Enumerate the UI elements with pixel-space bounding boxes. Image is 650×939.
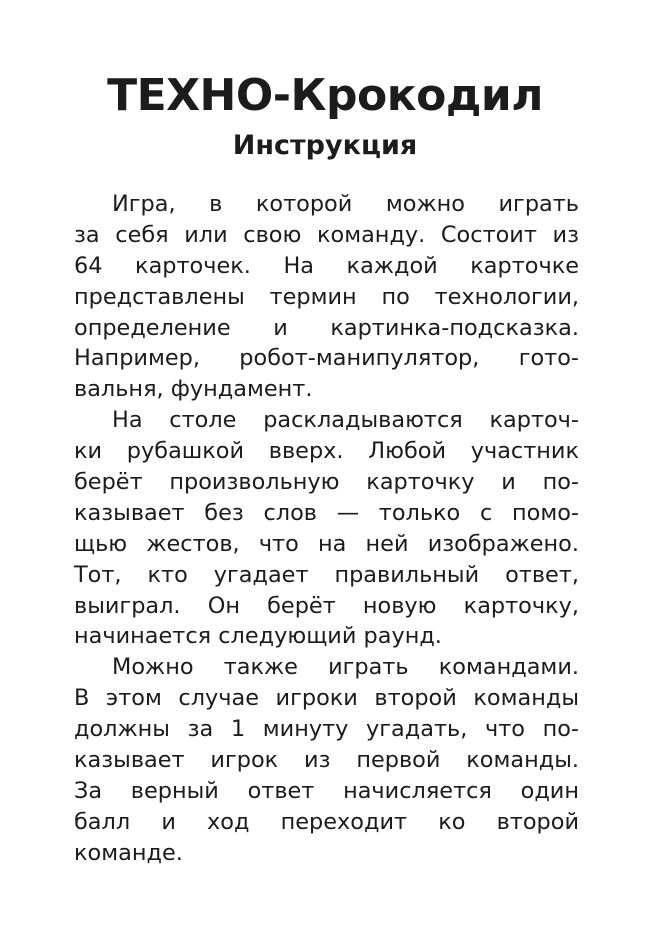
text-line: казывает игрок из первой команды. xyxy=(74,747,579,774)
paragraph-intro xyxy=(74,189,579,405)
text-line: берёт произвольную карточку и по- xyxy=(74,469,579,496)
text-line: Игра, в которой можно играть xyxy=(112,191,579,217)
text-line: за себя или свою команду. Состоит из xyxy=(74,221,579,248)
body-text xyxy=(74,189,579,869)
document-subtitle: Инструкция xyxy=(232,130,418,161)
text-line: вальня, фундамент. xyxy=(74,376,313,403)
text-line: щью жестов, что на ней изображено. xyxy=(74,530,579,557)
text-line: 64 карточек. На каждой карточке xyxy=(74,252,579,279)
paragraph-teams xyxy=(74,652,579,868)
text-line: На столе раскладываются карточ- xyxy=(112,407,579,434)
document-title: ТЕХНО-Крокодил xyxy=(107,70,543,121)
text-line: Тот, кто угадает правильный ответ, xyxy=(74,561,579,588)
text-line: ки рубашкой вверх. Любой участник xyxy=(74,438,579,465)
text-line: казывает без слов — только с помо- xyxy=(74,499,579,526)
text-line: Например, робот-манипулятор, гото- xyxy=(74,345,579,372)
text-line: Можно также играть командами. xyxy=(112,654,579,681)
text-line: За верный ответ начисляется один xyxy=(74,777,579,804)
text-line: должны за 1 минуту угадать, что по- xyxy=(74,716,579,743)
text-line: балл и ход переходит ко второй xyxy=(74,808,579,835)
paragraph-rules xyxy=(74,405,579,652)
text-line: определение и картинка-подсказка. xyxy=(74,314,579,341)
text-line: начинается следующий раунд. xyxy=(74,623,442,650)
text-line: В этом случае игроки второй команды xyxy=(74,685,579,712)
text-line: команде. xyxy=(74,839,183,866)
text-line: представлены термин по технологии, xyxy=(74,283,579,310)
text-line: выиграл. Он берёт новую карточку, xyxy=(74,592,579,619)
